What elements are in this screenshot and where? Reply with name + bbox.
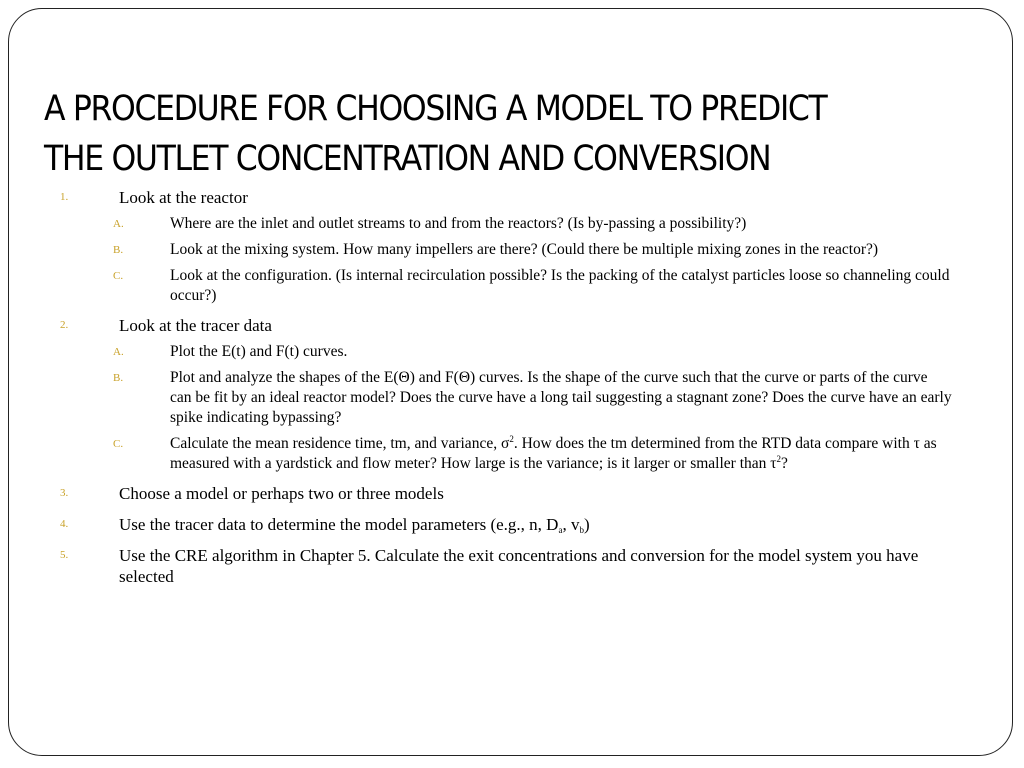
slide-title-line-1: A PROCEDURE FOR CHOOSING A MODEL TO PREDICT xyxy=(44,89,827,129)
outline-subitem-text: Look at the configuration. (Is internal recirculation possible? Is the packing of the catalyst particles loose so channeling could occur?) xyxy=(170,267,950,304)
superscript: 2 xyxy=(509,434,514,444)
outline-marker: 2. xyxy=(60,319,69,331)
outline-subitem-text: Plot the E(t) and F(t) curves. xyxy=(170,343,348,360)
outline-subitem-1a xyxy=(0,214,952,234)
subscript: b xyxy=(579,525,584,535)
slide-title xyxy=(44,84,980,184)
outline-submarker: A. xyxy=(113,346,124,358)
outline-subitem-text-c: ? xyxy=(781,455,788,472)
outline-item-2 xyxy=(0,315,959,336)
outline-item-text: Look at the tracer data xyxy=(119,316,272,335)
outline-subitem-1b xyxy=(0,240,952,260)
outline-subitem-text: Where are the inlet and outlet streams to and from the reactors? (Is by-passing a possibility?) xyxy=(170,215,747,232)
outline-item-text: Use the CRE algorithm in Chapter 5. Calculate the exit concentrations and conversion for the model system you have selected xyxy=(119,546,919,586)
outline-subitem-text: Look at the mixing system. How many impellers are there? (Could there be multiple mixing zones in the reactor?) xyxy=(170,241,879,258)
outline-item-5 xyxy=(0,545,959,587)
outline-list xyxy=(0,187,1024,587)
outline-item-text: Choose a model or perhaps two or three models xyxy=(119,484,444,503)
outline-subitem-2c xyxy=(0,434,952,474)
outline-submarker: B. xyxy=(113,244,124,256)
outline-marker: 3. xyxy=(60,487,69,499)
outline-subitem-text: Plot and analyze the shapes of the E(Θ) and F(Θ) curves. Is the shape of the curve such that the curve or parts of the curve can be fit by an ideal reactor model? Does the curve have a long tail suggesting a stagnant zone? Does the curve have an early spike indicating bypassing? xyxy=(170,369,952,426)
outline-submarker: A. xyxy=(113,218,124,230)
outline-marker: 5. xyxy=(60,549,69,561)
outline-subitem-text-b: . How does the tm determined from the RTD data compare with τ as measured with a yardstick and flow meter? How large is the variance; is it larger or smaller than τ xyxy=(170,435,937,472)
slide-title-line-2: THE OUTLET CONCENTRATION AND CONVERSION xyxy=(44,139,771,179)
outline-subitem-2b xyxy=(0,368,952,428)
outline-marker: 1. xyxy=(60,191,69,203)
superscript: 2 xyxy=(776,454,782,464)
outline-item-text-b: , v xyxy=(562,515,580,534)
outline-item-text-c: ) xyxy=(583,515,590,534)
outline-item-text: Look at the reactor xyxy=(119,188,248,207)
outline-item-3 xyxy=(0,483,959,504)
outline-marker: 4. xyxy=(60,518,69,530)
outline-item-1 xyxy=(0,187,959,208)
outline-item-text-a: Use the tracer data to determine the model parameters (e.g., n, D xyxy=(119,515,559,534)
outline-submarker: C. xyxy=(113,438,124,450)
subscript: a xyxy=(558,525,563,535)
outline-subitem-text-a: Calculate the mean residence time, tm, and variance, σ xyxy=(170,435,510,452)
outline-subitem-2a xyxy=(0,342,952,362)
outline-subitem-1c xyxy=(0,266,952,306)
outline-submarker: C. xyxy=(113,270,124,282)
outline-item-4 xyxy=(0,514,959,535)
outline-submarker: B. xyxy=(113,372,124,384)
